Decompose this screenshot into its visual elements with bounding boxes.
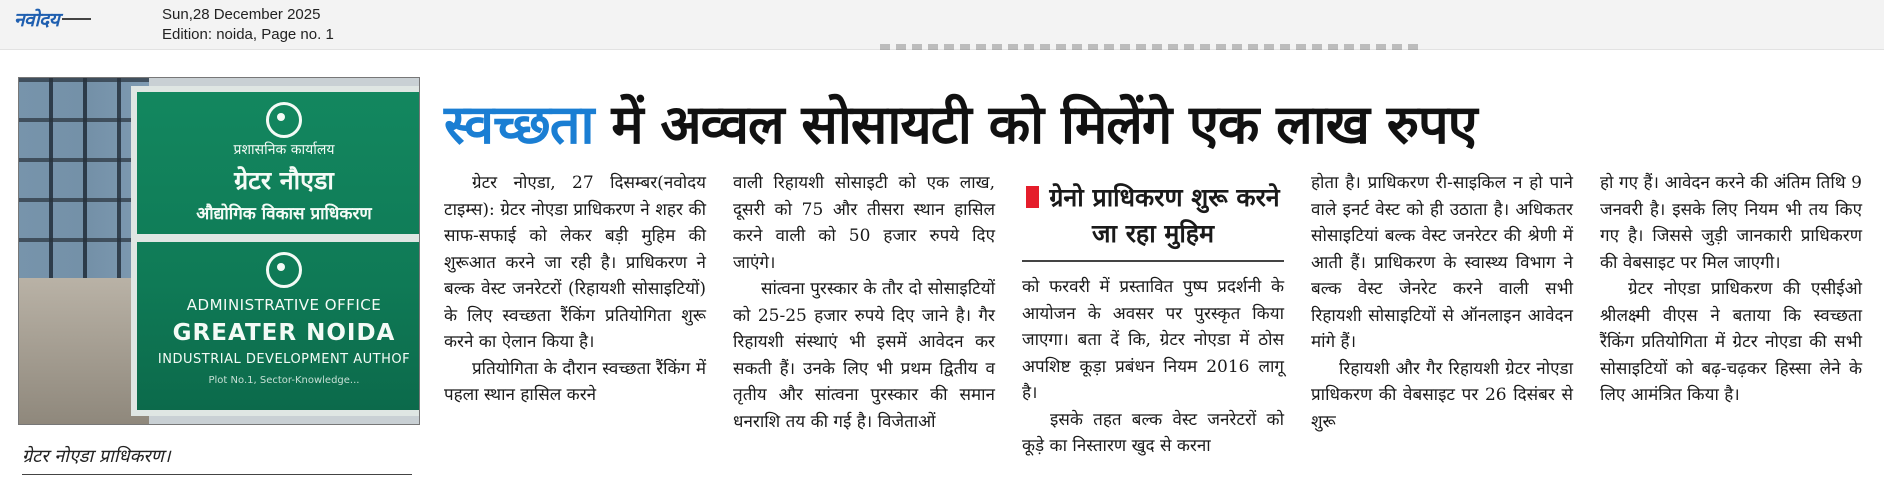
- authority-emblem-icon-2: [266, 252, 302, 288]
- edition-date: Sun,28 December 2025: [162, 6, 321, 23]
- article-subheading: [1022, 180, 1284, 262]
- column-4-paragraph-1: होता है। प्राधिकरण री-साइकिल न हो पाने वाले इनर्ट वेस्ट को ही उठाता है। अधिकतर सोसाइटियां बल्क वेस्ट जनरेटर की श्रेणी में आती हैं। प्राधिकरण के स्वास्थ्य विभाग ने बल्क वेस्ट जेनरेट करने वाली सभी रिहायशी सोसाइटियों से ऑनलाइन आवेदन मांगे हैं।: [1311, 173, 1573, 352]
- article-column-3: [1022, 180, 1284, 460]
- photo-caption: ग्रेटर नोएडा प्राधिकरण।: [22, 444, 412, 475]
- sign-hindi-line2: ग्रेटर नौएडा: [234, 166, 334, 195]
- headline-highlight: स्वच्छता: [444, 93, 594, 156]
- column-3-paragraph-2: इसके तहत बल्क वेस्ट जनरेटरों को कूड़े का निस्तारण खुद से करना: [1022, 409, 1284, 456]
- article-column-5: [1600, 170, 1862, 409]
- column-1-paragraph-1: ग्रेटर नोएडा, 27 दिसम्बर(नवोदय टाइम्स): ग्रेटर नोएडा प्राधिकरण ने शहर की साफ-सफाई को लेकर बड़ी मुहिम की शुरूआत करने जा रही है। प्राधिकरण ने बल्क वेस्ट जनरेटरों (रिहायशी सोसाइटियों) के लिए स्वच्छता रैंकिंग प्रतियोगिता शुरू करने का ऐलान किया है।: [444, 173, 706, 352]
- building-glass: [19, 78, 149, 278]
- edition-meta: [162, 5, 334, 45]
- sign-hindi-line1: प्रशासनिक कार्यालय: [233, 142, 335, 158]
- top-bar: [0, 0, 1884, 50]
- article-column-4: [1311, 170, 1573, 435]
- article-headline: [444, 84, 1864, 166]
- office-signboard: [131, 86, 420, 416]
- headline-rest: में अव्वल सोसायटी को मिलेंगे एक लाख रुपए: [593, 93, 1477, 156]
- article-column-1: [444, 170, 706, 409]
- cutoff-text-line: [880, 44, 1420, 50]
- sign-hindi-line3: औद्योगिक विकास प्राधिकरण: [196, 204, 372, 224]
- sign-english-line4: Plot No.1, Sector-Knowledge...: [208, 375, 360, 386]
- building-wall: [19, 278, 149, 424]
- column-3-paragraph-1: को फरवरी में प्रस्तावित पुष्प प्रदर्शनी के आयोजन के अवसर पर पुरस्कृत किया जाएगा। बता दें कि, ग्रेटर नोएडा में ठोस अपशिष्ट कूड़ा प्रबंधन नियम 2016 लागू है।: [1022, 277, 1284, 403]
- logo-sub-text: [62, 0, 91, 20]
- newspaper-logo[interactable]: [14, 10, 91, 32]
- column-5-paragraph-1: हो गए हैं। आवेदन करने की अंतिम तिथि 9 जनवरी है। इसके लिए नियम भी तय किए गए है। जिससे जुड़ी जानकारी प्राधिकरण की वेबसाइट पर मिल जाएगी।: [1600, 173, 1862, 273]
- sign-english-line2: GREATER NOIDA: [172, 320, 396, 346]
- subheading-text: ग्रेनो प्राधिकरण शुरू करने जा रहा मुहिम: [1049, 183, 1280, 248]
- subheading-marker-icon: [1026, 186, 1039, 208]
- edition-info: Edition: noida, Page no. 1: [162, 26, 334, 43]
- column-2-paragraph-1: वाली रिहायशी सोसाइटी को एक लाख, दूसरी को 75 और तीसरा स्थान हासिल करने वाली को 50 हजार रुपये दिए जाएंगे।: [733, 173, 995, 273]
- column-2-paragraph-2: सांत्वना पुरस्कार के तौर दो सोसाइटियों को 25-25 हजार रुपये दिए जाने है। गैर रिहायशी संस्थाएं भी इसमें आवेदन कर सकती हैं। उनके लिए भी प्रथम द्वितीय व तृतीय और सांत्वना पुरस्कार की समान धनराशि तय की गई है। विजेताओं: [733, 279, 995, 432]
- column-4-paragraph-2: रिहायशी और गैर रिहायशी ग्रेटर नोएडा प्राधिकरण की वेबसाइट पर 26 दिसंबर से शुरू: [1311, 358, 1573, 432]
- sign-english-line1: ADMINISTRATIVE OFFICE: [186, 296, 382, 314]
- column-5-paragraph-2: ग्रेटर नोएडा प्राधिकरण की एसीईओ श्रीलक्ष्मी वीएस ने बताया कि स्वच्छता रैंकिंग प्रतियोगिता में ग्रेटर नोएडा की सभी सोसाइटियों को बढ़-चढ़कर हिस्सा लेने के लिए आमंत्रित किया है।: [1600, 279, 1862, 405]
- sign-english-line3: INDUSTRIAL DEVELOPMENT AUTHOF: [157, 352, 411, 367]
- article-photo: [18, 77, 420, 425]
- authority-emblem-icon: [266, 102, 302, 138]
- logo-main-text: नवोदय: [14, 9, 60, 31]
- column-1-paragraph-2: प्रतियोगिता के दौरान स्वच्छता रैंकिंग में पहला स्थान हासिल करने: [444, 358, 706, 405]
- article-column-2: [733, 170, 995, 435]
- sign-divider: [131, 234, 420, 242]
